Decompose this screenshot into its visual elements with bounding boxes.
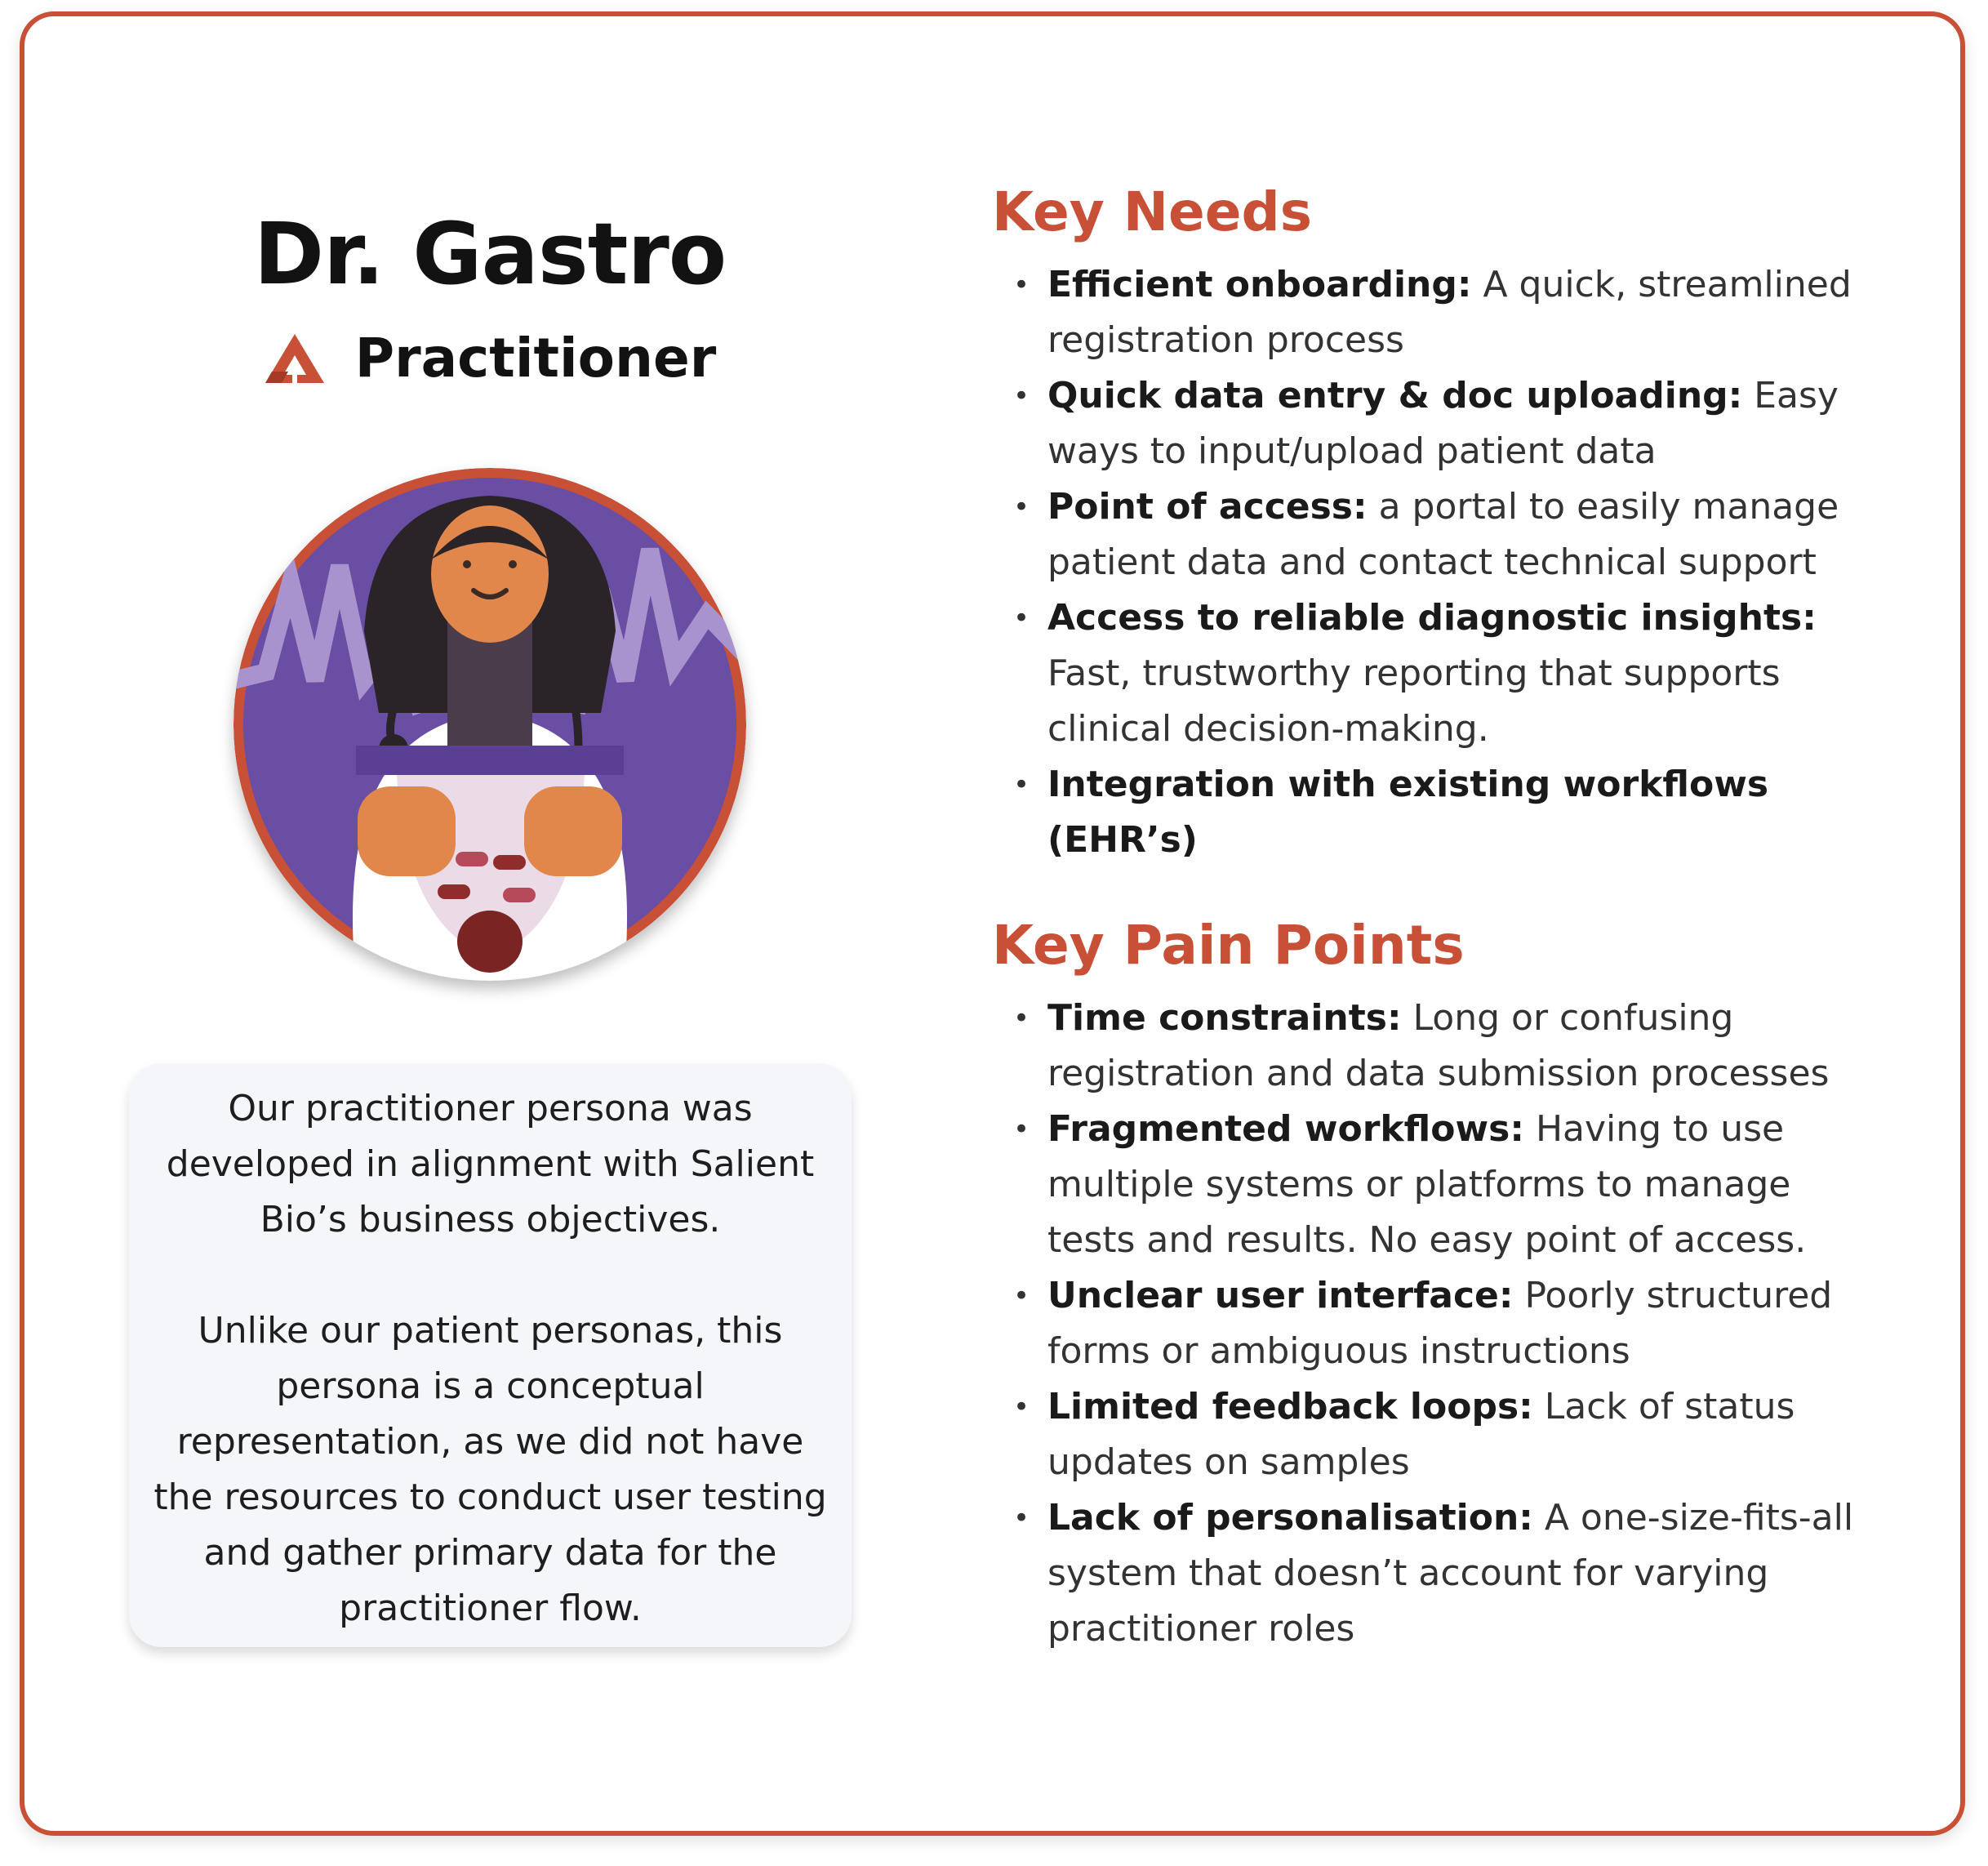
key-needs-item bbox=[992, 590, 1866, 757]
item-bold-label: Unclear user interface: bbox=[1047, 1275, 1514, 1316]
item-bold-label: Access to reliable diagnostic insights: bbox=[1047, 597, 1817, 639]
key-needs-list bbox=[992, 257, 1866, 868]
item-bold-label: Lack of personalisation: bbox=[1047, 1497, 1533, 1539]
pain-point-item bbox=[992, 1268, 1866, 1379]
key-pain-points-list bbox=[992, 991, 1866, 1657]
triangle-logo-icon bbox=[264, 332, 326, 385]
item-text: Having to use multiple systems or platforms to manage tests and results. No easy point of access. bbox=[1047, 1108, 1807, 1261]
item-text: A one-size-fits-all system that doesn’t account for varying practitioner roles bbox=[1047, 1497, 1854, 1650]
pain-point-item bbox=[992, 1379, 1866, 1490]
item-bold-label: Quick data entry & doc uploading: bbox=[1047, 375, 1743, 416]
item-text: Poorly structured forms or ambiguous instructions bbox=[1047, 1275, 1833, 1372]
note-paragraph: Unlike our patient personas, this persona is a conceptual representation, as we did not have the resources to conduct user testing and gather primary data for the practitioner flow. bbox=[153, 1310, 827, 1629]
persona-avatar bbox=[233, 468, 746, 981]
persona-note bbox=[129, 1063, 852, 1647]
persona-name: Dr. Gastro bbox=[253, 204, 727, 304]
note-paragraph: Our practitioner persona was developed in alignment with Salient Bio’s business objectives. bbox=[166, 1088, 815, 1240]
pain-point-item bbox=[992, 1490, 1866, 1657]
key-needs-item bbox=[992, 368, 1866, 479]
item-bold-label: Efficient onboarding: bbox=[1047, 264, 1472, 305]
item-text: Easy ways to input/upload patient data bbox=[1047, 375, 1839, 472]
item-bold-label: Time constraints: bbox=[1047, 997, 1402, 1039]
key-pain-points-title: Key Pain Points bbox=[992, 914, 1465, 977]
item-bold-label: Fragmented workflows: bbox=[1047, 1108, 1524, 1150]
pain-point-item bbox=[992, 991, 1866, 1102]
item-bold-label: Integration with existing workflows (EHR’s) bbox=[1047, 764, 1769, 861]
key-needs-item bbox=[992, 479, 1866, 590]
item-bold-label: Point of access: bbox=[1047, 486, 1368, 528]
persona-role bbox=[131, 327, 849, 390]
doctor-illustration-icon bbox=[233, 468, 746, 981]
pain-point-item bbox=[992, 1102, 1866, 1268]
item-bold-label: Limited feedback loops: bbox=[1047, 1386, 1533, 1427]
key-needs-title: Key Needs bbox=[992, 180, 1313, 243]
item-text: Fast, trustworthy reporting that supports clinical decision-making. bbox=[1047, 652, 1781, 750]
item-text: Long or confusing registration and data submission processes bbox=[1047, 997, 1830, 1094]
persona-role-label: Practitioner bbox=[354, 327, 717, 390]
item-text: a portal to easily manage patient data and contact technical support bbox=[1047, 486, 1839, 583]
item-text: A quick, streamlined registration process bbox=[1047, 264, 1852, 361]
item-text: Lack of status updates on samples bbox=[1047, 1386, 1795, 1483]
key-needs-item bbox=[992, 257, 1866, 368]
key-needs-item bbox=[992, 757, 1866, 868]
persona-details bbox=[992, 167, 1866, 1657]
